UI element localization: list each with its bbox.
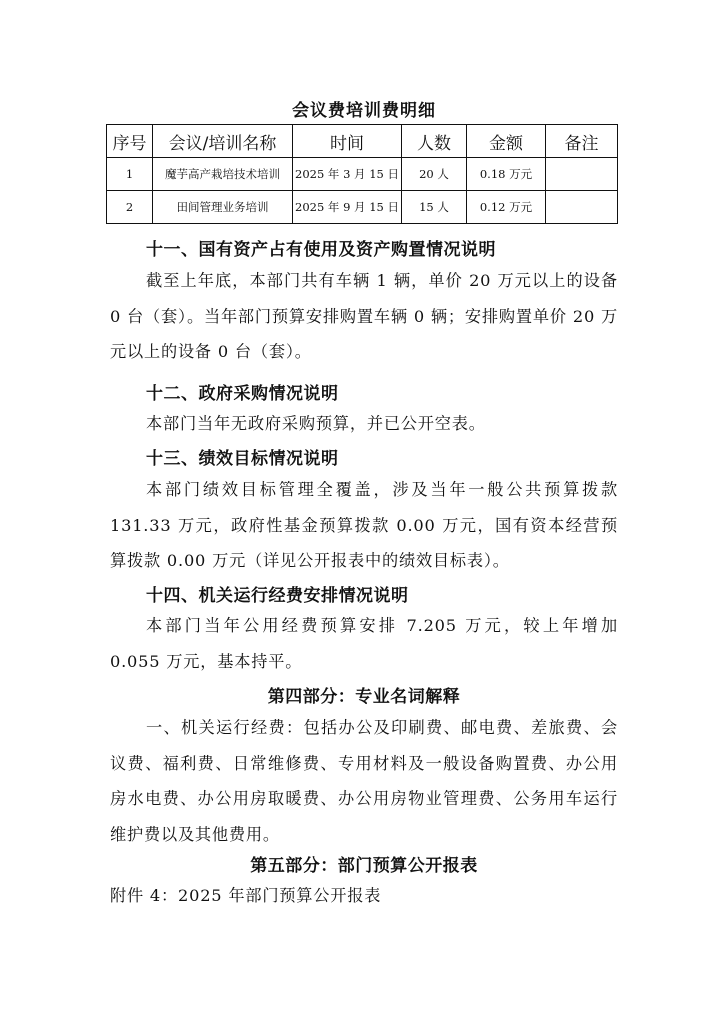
cell-index: 1 (107, 158, 153, 191)
meeting-training-fee-table (106, 124, 618, 224)
table-row (107, 191, 618, 224)
header-cell-remark: 备注 (546, 125, 618, 158)
section-11-heading: 十一、国有资产占有使用及资产购置情况说明 (146, 240, 496, 260)
cell-remark (546, 158, 618, 191)
table-header-row (107, 125, 618, 158)
section-12-heading: 十二、政府采购情况说明 (146, 384, 339, 404)
part-5-heading: 第五部分：部门预算公开报表 (250, 856, 478, 876)
cell-name: 田间管理业务培训 (153, 191, 293, 224)
part-4-heading: 第四部分：专业名词解释 (267, 687, 461, 707)
header-cell-index: 序号 (107, 125, 153, 158)
cell-index: 2 (107, 191, 153, 224)
cell-name: 魔芋高产栽培技术培训 (153, 158, 293, 191)
attachment-line: 附件 4：2025 年部门预算公开报表 (110, 886, 382, 905)
cell-amount: 0.18 万元 (467, 158, 546, 191)
header-cell-amount: 金额 (467, 125, 546, 158)
section-14-body: 本部门当年公用经费预算安排 7.205 万元，较上年增加 0.055 万元，基本持平。 (110, 616, 618, 671)
cell-amount: 0.12 万元 (467, 191, 546, 224)
cell-remark (546, 191, 618, 224)
table-row (107, 158, 618, 191)
section-13-heading: 十三、绩效目标情况说明 (146, 449, 339, 469)
cell-people: 15 人 (402, 191, 467, 224)
table-caption: 会议费培训费明细 (292, 101, 436, 121)
header-cell-people: 人数 (402, 125, 467, 158)
cell-time: 2025 年 9 月 15 日 (293, 191, 402, 224)
section-12-body: 本部门当年无政府采购预算，并已公开空表。 (146, 414, 486, 433)
cell-time: 2025 年 3 月 15 日 (293, 158, 402, 191)
header-cell-time: 时间 (293, 125, 402, 158)
header-cell-name: 会议/培训名称 (153, 125, 293, 158)
section-13-body: 本部门绩效目标管理全覆盖，涉及当年一般公共预算拨款 131.33 万元，政府性基金预算拨款 0.00 万元，国有资本经营预算拨款 0.00 万元（详见公开报表中的绩效目标表）。 (110, 480, 618, 571)
section-14-heading: 十四、机关运行经费安排情况说明 (146, 586, 409, 606)
cell-people: 20 人 (402, 158, 467, 191)
part-4-body: 一、机关运行经费：包括办公及印刷费、邮电费、差旅费、会议费、福利费、日常维修费、专用材料及一般设备购置费、办公用房水电费、办公用房取暖费、办公用房物业管理费、公务用车运行维护费以及其他费用。 (110, 718, 618, 845)
section-11-body: 截至上年底，本部门共有车辆 1 辆，单价 20 万元以上的设备 0 台（套）。当年部门预算安排购置车辆 0 辆；安排购置单价 20 万元以上的设备 0 台（套）。 (110, 271, 618, 362)
